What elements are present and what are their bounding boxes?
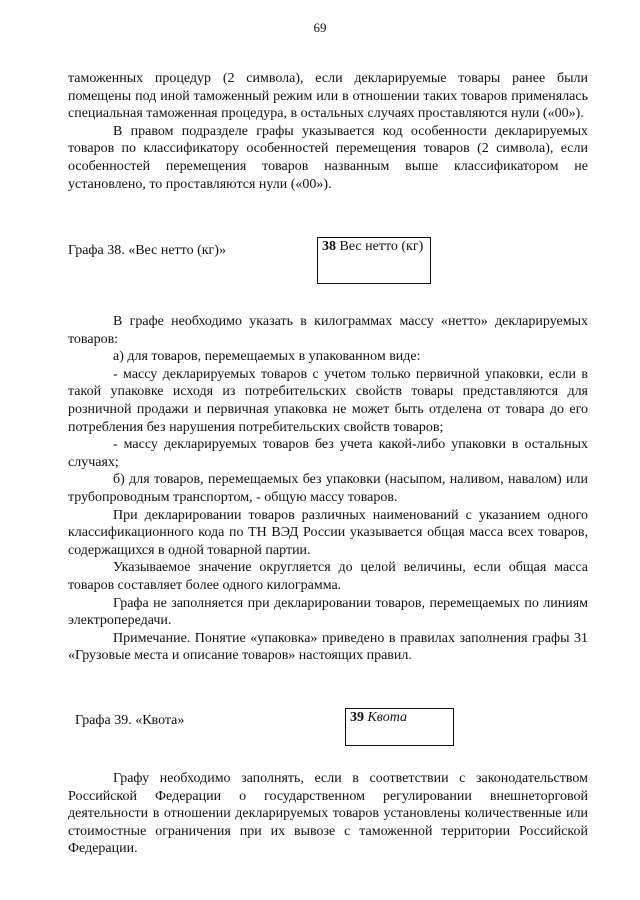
graf-38-paragraph-3: - массу декларируемых товаров с учетом только первичной упаковки, если в такой упаковке исходя из потребительских свойств товары представляются для розничной продажи и первичная упаковка не может быть отделена от товара до его потребления без нарушения потребительских свойств товаров;: [68, 366, 588, 435]
graf-38-paragraph-1: В графе необходимо указать в килограммах массу «нетто» декларируемых товаров:: [68, 314, 588, 347]
graf-38-paragraph-9: Примечание. Понятие «упаковка» приведено в правилах заполнения графы 31 «Грузовые места и описание товаров» настоящих правил.: [68, 630, 588, 664]
graf-38-paragraph-5: б) для товаров, перемещаемых без упаковки (насыпом, наливом, навалом) или трубопроводным транспортом, - общую массу товаров.: [68, 472, 588, 505]
graf-38-paragraph-4: - массу декларируемых товаров без учета какой-либо упаковки в остальных случаях;: [68, 437, 588, 470]
graf-39-box-title: Квота: [367, 710, 407, 725]
page-number: 69: [313, 20, 327, 35]
graf-39-box-number: 39: [350, 710, 364, 725]
graf-38-label: Графа 38. «Вес нетто (кг)»: [68, 243, 226, 258]
graf-38-paragraph-7: Указываемое значение округляется до целой величины, если общая масса товаров составляет более одного килограмма.: [68, 560, 588, 593]
graf-38-box-title: Вес нетто (кг): [339, 239, 424, 254]
graf-38-paragraph-8: Графа не заполняется при декларировании товаров, перемещаемых по линиям электропередачи.: [68, 595, 588, 629]
graf-38-box-number: 38: [322, 239, 336, 254]
graf-38-paragraph-2: а) для товаров, перемещаемых в упакованном виде:: [113, 349, 421, 365]
intro-paragraph-1: таможенных процедур (2 символа), если декларируемые товары ранее были помещены под иной таможенный режим или в отношении таких товаров применялась специальная таможенная процедура, в остальных случаях проставляются нули («00»).: [68, 71, 588, 122]
graf-39-form-box: [345, 708, 454, 746]
graf-38-paragraph-6: При декларировании товаров различных наименований с указанием одного классификационного кода по ТН ВЭД России указывается общая масса всех товаров, содержащихся в одной товарной партии.: [68, 507, 588, 558]
graf-39-paragraph-1: Графу необходимо заполнять, если в соответствии с законодательством Российской Федерации о государственном регулировании внешнеторговой деятельности в отношении декларируемых товаров установлены количественные или стоимостные ограничения при их вывозе с таможенной территории Российской Федерации.: [68, 771, 588, 857]
intro-section: [68, 70, 588, 193]
graf-38-form-box: [317, 237, 431, 284]
graf-39-section: [68, 770, 588, 858]
graf-39-label: Графа 39. «Квота»: [75, 713, 185, 728]
graf-38-section: [68, 313, 588, 665]
intro-paragraph-2: В правом подразделе графы указывается код особенности декларируемых товаров по классификатору особенностей перемещения товаров (2 символа), если особенностей перемещения товаров названным выше классификатором не установлено, то проставляются нули («00»).: [68, 123, 588, 192]
